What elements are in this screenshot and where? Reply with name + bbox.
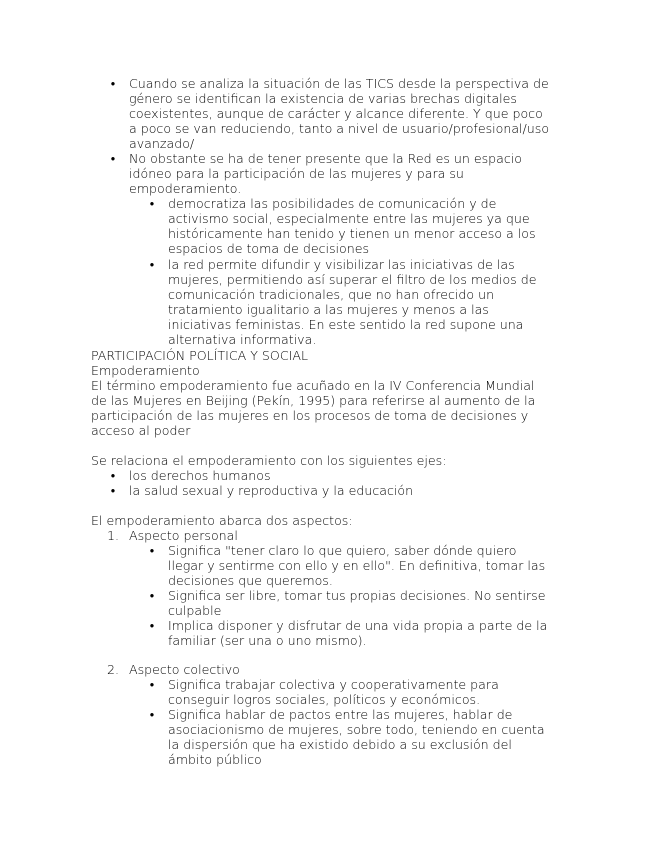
text-line: históricamente han tenido y tienen un menor acceso a los xyxy=(168,226,536,241)
section-heading xyxy=(91,348,561,378)
text-line: Significa ser libre, tomar tus propias decisiones. No sentirse xyxy=(168,588,546,603)
text-line: la dispersión que ha existido debido a su exclusión del xyxy=(168,737,512,752)
bullet-marker: • xyxy=(110,76,116,91)
text-line: coexistentes, aunque de carácter y alcance diferente. Y que poco xyxy=(129,106,543,121)
text-line: ámbito público xyxy=(168,752,262,767)
aspects-intro xyxy=(91,513,561,528)
text-line: género se identifican la existencia de varias brechas digitales xyxy=(129,91,517,106)
bullet-marker: • xyxy=(149,543,155,558)
sub-bullet-1-text xyxy=(168,196,536,256)
text-line: Implica disponer y disfrutar de una vida propia a parte de la xyxy=(168,618,548,633)
text-line: espacios de toma de decisiones xyxy=(168,241,370,256)
text-line: Significa trabajar colectiva y cooperativamente para xyxy=(168,677,499,692)
text-line: participación de las mujeres en los procesos de toma de decisiones y xyxy=(91,408,529,423)
text-line: asociacionismo de mujeres, sobre todo, teniendo en cuenta xyxy=(168,722,545,737)
bullet-marker: • xyxy=(110,468,116,483)
item-text xyxy=(168,588,546,618)
text-line: Se relaciona el empoderamiento con los siguientes ejes: xyxy=(91,453,447,468)
item-text xyxy=(168,707,545,767)
item-text xyxy=(168,618,547,648)
text-line: conseguir logros sociales, políticos y económicos. xyxy=(168,692,481,707)
text-line: mujeres, permitiendo así superar el filtro de los medios de xyxy=(168,272,537,287)
bullet-marker: • xyxy=(110,483,116,498)
intro-bullet-1-text xyxy=(129,76,549,151)
text-line: avanzado/ xyxy=(129,136,195,151)
item-text xyxy=(168,543,545,588)
bullet-marker: • xyxy=(149,196,155,211)
text-line: empoderamiento. xyxy=(129,181,242,196)
text-line: El empoderamiento abarca dos aspectos: xyxy=(91,513,353,528)
text-line: acceso al poder xyxy=(91,423,191,438)
text-line: llegar y sentirme con ello y en ello". En definitiva, tomar las xyxy=(168,558,546,573)
text-line: familiar (ser una o uno mismo). xyxy=(168,633,367,648)
text-line: comunicación tradicionales, que no han ofrecido un xyxy=(168,287,495,302)
text-line: a poco se van reduciendo, tanto a nivel de usuario/profesional/uso xyxy=(129,121,550,136)
sub-bullet-2-text xyxy=(168,257,536,347)
text-line: tratamiento igualitario a las mujeres y menos a las xyxy=(168,302,489,317)
axes-intro xyxy=(91,453,561,468)
text-line: El término empoderamiento fue acuñado en la IV Conferencia Mundial xyxy=(91,378,535,393)
section-title: PARTICIPACIÓN POLÍTICA Y SOCIAL xyxy=(91,348,308,363)
text-line: la red permite difundir y visibilizar las iniciativas de las xyxy=(168,257,515,272)
text-line: los derechos humanos xyxy=(129,468,271,483)
list-number: 1. xyxy=(107,528,120,543)
text-line: Significa "tener claro lo que quiero, saber dónde quiero xyxy=(168,543,517,558)
item-text xyxy=(168,677,499,707)
text-line: Significa hablar de pactos entre las mujeres, hablar de xyxy=(168,707,513,722)
bullet-marker: • xyxy=(149,707,155,722)
text-line: de las Mujeres en Beijing (Pekín, 1995) para referirse al aumento de la xyxy=(91,393,536,408)
aspect-title: Aspecto colectivo xyxy=(129,662,240,677)
bullet-marker: • xyxy=(149,588,155,603)
bullet-marker: • xyxy=(149,257,155,272)
text-line: No obstante se ha de tener presente que la Red es un espacio xyxy=(129,151,523,166)
text-line: Cuando se analiza la situación de las TICS desde la perspectiva de xyxy=(129,76,549,91)
text-line: decisiones que queremos. xyxy=(168,573,333,588)
subsection-title: Empoderamiento xyxy=(91,363,200,378)
text-line: alternativa informativa. xyxy=(168,332,317,347)
text-line: democratiza las posibilidades de comunicación y de xyxy=(168,196,497,211)
text-line: idóneo para la participación de las mujeres y para su xyxy=(129,166,464,181)
bullet-marker: • xyxy=(149,677,155,692)
intro-bullet-2-text xyxy=(129,151,522,196)
bullet-marker: • xyxy=(110,151,116,166)
text-line: la salud sexual y reproductiva y la educación xyxy=(129,483,414,498)
text-line: iniciativas feministas. En este sentido la red supone una xyxy=(168,317,524,332)
aspect-title: Aspecto personal xyxy=(129,528,238,543)
bullet-marker: • xyxy=(149,618,155,633)
list-number: 2. xyxy=(107,662,120,677)
text-line: activismo social, especialmente entre las mujeres ya que xyxy=(168,211,530,226)
text-line: culpable xyxy=(168,603,222,618)
definition-paragraph xyxy=(91,378,561,438)
